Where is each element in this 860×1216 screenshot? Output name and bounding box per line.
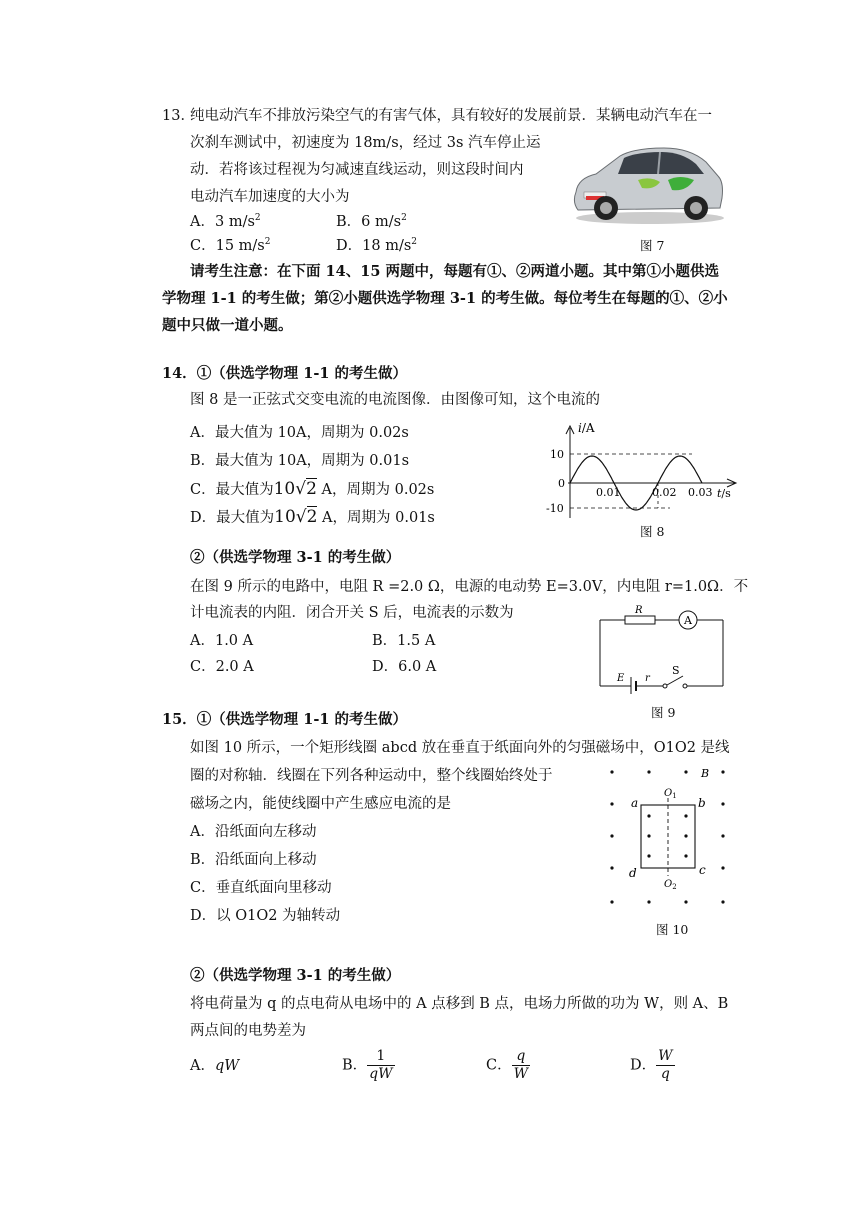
sine-current-graph bbox=[540, 420, 740, 520]
q13-stem-line3: 动．若将该过程视为匀减速直线运动，则这段时间内 bbox=[190, 162, 524, 178]
q15-part1-title: 15．①（供选学物理 1-1 的考生做） bbox=[162, 711, 407, 728]
q14-option-b: B．最大值为 10A，周期为 0.01s bbox=[190, 453, 410, 469]
svg-text:A: A bbox=[684, 614, 692, 627]
q13-option-d: D．18 $m/s^2$ bbox=[336, 237, 418, 254]
q14-option-a: A．最大值为 10A，周期为 0.02s bbox=[190, 425, 409, 441]
q13-stem-line2: 次刹车测试中，初速度为 18m/s，经过 3s 汽车停止运 bbox=[190, 135, 541, 151]
electric-car-image bbox=[568, 136, 728, 226]
switch-S bbox=[667, 676, 683, 685]
x-tick-003: 0.03 bbox=[688, 486, 713, 499]
figure7-caption: 图 7 bbox=[640, 238, 665, 253]
q14-part2-option-a: A．1.0 A bbox=[190, 633, 254, 649]
resistor-R bbox=[625, 616, 655, 624]
q15-part1-line1: 如图 10 所示，一个矩形线圈 abcd 放在垂直于纸面向外的匀强磁场中，O1O2 是线 bbox=[190, 740, 730, 756]
q13-stem-line4: 电动汽车加速度的大小为 bbox=[190, 189, 350, 205]
q15-option-b: B．沿纸面向上移动 bbox=[190, 852, 317, 868]
q14-part2-line2: 计电流表的内阻．闭合开关 S 后，电流表的示数为 bbox=[190, 605, 514, 621]
notice-line3: 题中只做一道小题。 bbox=[162, 317, 293, 334]
y-tick-neg10: -10 bbox=[546, 502, 564, 515]
svg-text:d: d bbox=[629, 866, 637, 880]
q15-part1-line2: 圈的对称轴．线圈在下列各种运动中，整个线圈始终处于 bbox=[190, 768, 553, 784]
q15-part2-option-a: A．qW bbox=[190, 1058, 240, 1074]
q14-part1-title: 14．①（供选学物理 1-1 的考生做） bbox=[162, 365, 407, 382]
q14-part2-title: ②（供选学物理 3-1 的考生做） bbox=[190, 549, 401, 566]
svg-text:i/A: i/A bbox=[578, 421, 595, 435]
magnetic-field-coil-diagram bbox=[600, 762, 735, 910]
q14-part2-option-b: B．1.5 A bbox=[372, 633, 436, 649]
q13-number: 13． bbox=[162, 108, 195, 124]
x-tick-002: 0.02 bbox=[652, 486, 677, 499]
svg-text:E: E bbox=[617, 673, 625, 684]
svg-text:R: R bbox=[635, 605, 643, 616]
q14-option-d: D．最大值为10√2 A，周期为 0.01s bbox=[190, 507, 435, 527]
q15-part2-option-d: D． $\frac{W}{q}$ bbox=[630, 1048, 673, 1082]
q15-option-c: C．垂直纸面向里移动 bbox=[190, 880, 332, 896]
q15-part1-line3: 磁场之内，能使线圈中产生感应电流的是 bbox=[190, 796, 451, 812]
svg-text:S: S bbox=[672, 664, 680, 677]
svg-text:O1: $O_1$ bbox=[664, 788, 677, 800]
svg-text:b: b bbox=[698, 796, 706, 810]
circuit-diagram bbox=[595, 604, 730, 694]
figure8-caption: 图 8 bbox=[640, 524, 665, 539]
svg-text:r: r bbox=[645, 673, 650, 684]
svg-text:a: a bbox=[631, 796, 639, 810]
q15-option-a: A．沿纸面向左移动 bbox=[190, 824, 317, 840]
q13-stem-line1: 纯电动汽车不排放污染空气的有害气体，具有较好的发展前景．某辆电动汽车在一 bbox=[190, 108, 712, 124]
q13-option-b: B．6 $m/s^2$ bbox=[336, 213, 407, 230]
notice-line1: 请考生注意：在下面 14、15 两题中，每题有①、②两道小题。其中第①小题供选 bbox=[190, 263, 719, 280]
q14-part1-stem: 图 8 是一正弦式交变电流的电流图像．由图像可知，这个电流的 bbox=[190, 392, 600, 408]
figure10-caption: 图 10 bbox=[656, 922, 689, 937]
svg-text:O2: $O_2$ bbox=[664, 879, 677, 891]
x-tick-001: 0.01 bbox=[596, 486, 621, 499]
q15-part2-title: ②（供选学物理 3-1 的考生做） bbox=[190, 967, 401, 984]
q13-option-c: C．15 $m/s^2$ bbox=[190, 237, 271, 254]
q15-part2-line2: 两点间的电势差为 bbox=[190, 1023, 306, 1039]
q15-part2-line1: 将电荷量为 q 的点电荷从电场中的 A 点移到 B 点，电场力所做的功为 W，则 A、B bbox=[190, 996, 729, 1012]
q15-part2-option-c: C． $\frac{q}{W}$ bbox=[486, 1048, 528, 1082]
svg-text:c: c bbox=[699, 863, 706, 877]
q15-part2-option-b: B． $\frac{1}{qW}$ bbox=[342, 1048, 393, 1082]
q14-option-c: C．最大值为10√2 A，周期为 0.02s bbox=[190, 479, 435, 499]
y-tick-0: 0 bbox=[558, 477, 565, 490]
figure9-caption: 图 9 bbox=[651, 705, 676, 720]
notice-line2: 学物理 1-1 的考生做；第②小题供选学物理 3-1 的考生做。每位考生在每题的①、②小 bbox=[162, 290, 728, 307]
y-tick-10: 10 bbox=[550, 448, 564, 461]
q15-option-d: D．以 O1O2 为轴转动 bbox=[190, 908, 341, 924]
q14-part2-option-d: D．6.0 A bbox=[372, 659, 437, 675]
svg-text:B: B bbox=[701, 767, 710, 780]
svg-text:t/s: t/s bbox=[717, 487, 731, 500]
q13-option-a: A．3 $m/s^2$ bbox=[190, 213, 261, 230]
q14-part2-line1: 在图 9 所示的电路中，电阻 R =2.0 Ω，电源的电动势 E=3.0V，内电阻 r=1.0Ω．不 bbox=[190, 579, 749, 595]
q14-part2-option-c: C．2.0 A bbox=[190, 659, 254, 675]
